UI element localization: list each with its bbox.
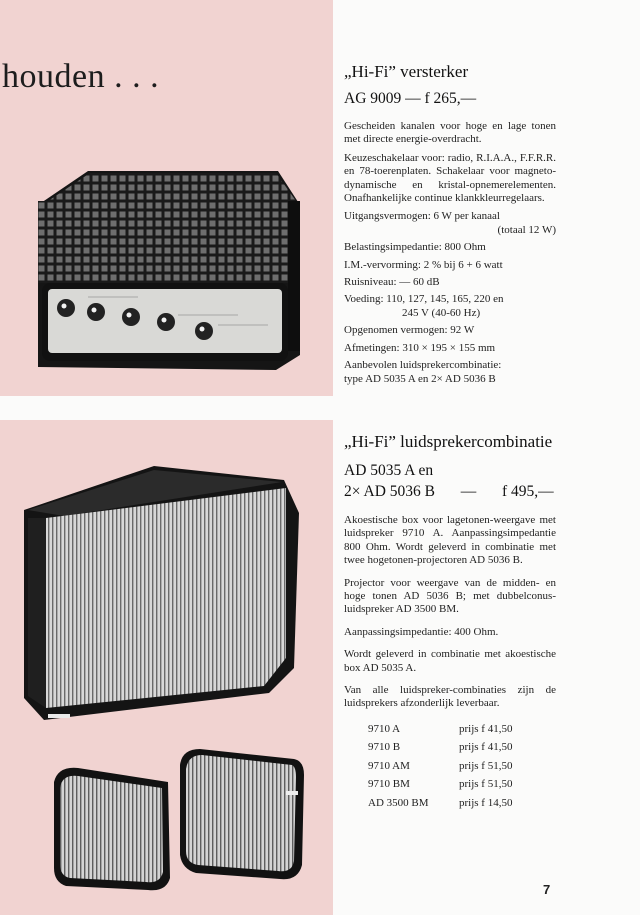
list-item [344,757,556,776]
list-item [344,775,556,794]
speakers-model-2: 2× AD 5036 B [344,483,435,500]
speakers-description-4: Wordt geleverd in combinatie met akoestische box AD 5035 A. [344,648,556,674]
amplifier-output-power: Uitgangsvermogen: 6 W per kanaal [344,210,500,223]
amplifier-noise-level: Ruisniveau: — 60 dB [344,276,440,289]
projector-photo-left [48,760,173,895]
page-number: 7 [543,882,551,897]
part-price: prijs f 41,50 [459,722,513,735]
amplifier-price: f 265,— [424,90,477,107]
price-dash: — [460,483,477,500]
speakers-description-2: Projector voor weergave van de midden- en hoge tonen AD 5036 B; met dubbelconus-luidspreker AD 3500 BM. [344,576,556,616]
speakers-title: „Hi-Fi” luidsprekercombinatie [344,432,553,451]
part-price: prijs f 41,50 [459,741,513,754]
amplifier-power-supply-2: 245 V (40-60 Hz) [402,306,481,319]
part-model: 9710 BM [368,778,410,791]
amplifier-consumption: Opgenomen vermogen: 92 W [344,324,475,337]
part-model: AD 3500 BM [368,796,429,809]
amplifier-im-distortion: I.M.-vervorming: 2 % bij 6 + 6 watt [344,258,503,271]
list-item [344,738,556,757]
amplifier-model: AG 9009 [344,90,402,107]
amplifier-recommended-1: Aanbevolen luidsprekercombinatie: [344,359,502,372]
list-item [344,794,556,813]
part-price: prijs f 51,50 [459,759,513,772]
amplifier-selector: Keuzeschakelaar voor: radio, R.I.A.A., F.F.R.R. en 78-toerenplaten. Schakelaar voor magneto-dynamische en kristal-opnemerelementen. Onafhankelijke continue klankkleurregelaars. [344,151,556,205]
part-model: 9710 A [368,722,401,735]
speakers-price: f 495,— [502,483,554,500]
amplifier-recommended-2: type AD 5035 A en 2× AD 5036 B [344,372,496,385]
speakers-section [344,432,556,812]
speakers-description-3: Aanpassingsimpedantie: 400 Ohm. [344,625,499,638]
part-model: 9710 AM [368,759,410,772]
speakers-description-1: Akoestische box voor lagetonen-weergave met luidspreker 9710 A. Aanpassingsimpedantie 800 Ohm. Wordt geleverd in combinatie met twee hogetonen-projectoren AD 5036 B. [344,514,556,567]
amplifier-dimensions: Afmetingen: 310 × 195 × 155 mm [344,341,496,354]
amplifier-photo [28,165,303,375]
amplifier-load-impedance: Belastingsimpedantie: 800 Ohm [344,241,486,254]
part-model: 9710 B [368,741,401,754]
projector-photo-right [176,745,306,885]
page-headline: houden . . . [2,58,160,95]
parts-price-list [344,720,556,813]
amplifier-section [344,62,556,386]
price-dash: — [405,90,421,107]
speakers-description-5: Van alle luidspreker-combinaties zijn de luidsprekers afzonderlijk leverbaar. [344,684,556,710]
amplifier-output-total: (totaal 12 W) [497,223,556,236]
list-item [344,720,556,739]
speaker-box-photo [24,458,299,723]
speakers-model-1: AD 5035 A en [344,462,434,479]
speakers-model-price [344,481,556,502]
amplifier-title: „Hi-Fi” versterker [344,62,469,81]
part-price: prijs f 51,50 [459,778,513,791]
amplifier-power-supply: Voeding: 110, 127, 145, 165, 220 en [344,293,504,306]
part-price: prijs f 14,50 [459,796,513,809]
amplifier-model-price [344,88,556,109]
amplifier-description: Gescheiden kanalen voor hoge en lage tonen met directe energie-overdracht. [344,120,556,146]
